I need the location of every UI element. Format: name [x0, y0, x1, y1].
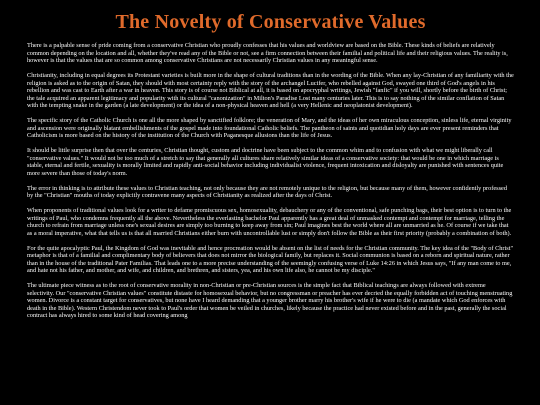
paragraph: The ultimate piece witness as to the root of conservative morality in non-Christian or pre-Christian sources is the simple fact that Biblical teachings are always followed with extreme selectivity. Our "conservative Christian values" constitute distaste for homosexual behavior, but no congressman or preacher has ever decried the equally forbidden act of touching menstruating women. Divorce is a constant target for conservatives, but none have I heard demanding that a younger brother marry his brother's wife if he were to die (a mandate which God enforces with death in the Bible). Western Christendom never took to Paul's order that women be veiled in churches, likely because the practice had never existed before and in the past, generally the social contract has always hired to some kind of head covering among: [27, 282, 513, 319]
paragraph: The error in thinking is to attribute these values to Christian teaching, not only because they are not remotely unique to the religion, but because many of them, however confidently professed by the "Christian" mouths of today explicitly contravene many aspects of Christianity as realized after the days of Christ.: [27, 184, 508, 199]
paragraph: Christianity, including in equal degrees its Protestant varieties is built more in the shape of cultural traditions than in the wording of the Bible. When any lay-Christian of any familiarity with the religion is asked as to the origin of Satan, they should with most certainty reply with the story of the archangel Lucifer, who rebelled against God, swayed one third of God's angels in his rebellion and was cast to Earth after a war in heaven. This story is of course not Biblical at all, it is based on apocryphal writings, Jewish "fanfic" if you will, shortly before the birth of Christ; the tale acquired an apparent legitimacy and popularity with its cultural "canonization" in Milton's Paradise Lost many centuries later. This is to say nothing of the similar conflation of Satan with the tempting snake in the garden (a late development) or the idea of a non-physical heaven and hell (a very Hellenic and neoplatonist development).: [27, 72, 514, 109]
paragraph: The specific story of the Catholic Church is one all the more shaped by sanctified folklore; the veneration of Mary, and the ideas of her own miraculous conception, sinless life, eternal virginity and ascension were originally blatant embellishments of the gospel made into foundational Catholic beliefs. The pantheon of saints and quotidian holy days are ever present reminders that Catholicism is more based on the history of the institution of the Church with Paganesque allusions than the life of Jesus.: [27, 117, 512, 139]
article-title: The Novelty of Conservative Values: [115, 11, 426, 33]
article: [27, 8, 514, 405]
paragraph: When proponents of traditional values look for a writer to defame promiscuous sex, homosexuality, debauchery or any of the conventional, safe punching bags, their best option is to turn to the writings of Paul, who condemns frequently all the above. Nevertheless the everlasting bachelor Paul apparently has a great deal of unmasked contempt and contempt for marriage, telling the church to refrain from marriage unless one's sexual desires are simply too burning to keep away from sin; Paul imagines best the world where all are unmarried as he. Of course if we take that as a moral imperative, what that tells us is that all married Christians either burn with uncontrollable lust or simply don't follow the Bible as their first priority (probably a combination of both).: [27, 207, 512, 237]
paragraph: There is a palpable sense of pride coming from a conservative Christian who proudly confesses that his values and worldview are based on the Bible. These kinds of beliefs are relatively common depending on the location and all, whether they've read any of the Bible or not, see a firm connection between their familial and political life and their religious values. The reality is, however is that the values that are so common among conservative Christians are not necessarily Christian values in any meaningful sense.: [27, 42, 508, 64]
article-body: [27, 42, 514, 320]
paragraph: For the quite apocalyptic Paul, the Kingdom of God was inevitable and hence procreation would be absent on the list of needs for the Christian community. The key idea of the "Body of Christ" metaphor is that of a familial and complimentary body of believers that does not mirror the biological family, but replaces it. Social communion is based on a reborn and spiritual nature, rather than in the house of the traditional Pater Familias. That leads one to a more precise understanding of the seemingly confusing verse of Luke 14:26 in which Jesus says, "If any man come to me, and hate not his father, and mother, and wife, and children, and brethren, and sisters, yea, and his own life also, he cannot be my disciple.": [27, 244, 514, 274]
paragraph: It should be little surprise then that over the centuries, Christian thought, custom and doctrine have been subject to the common whim and to confusion with what we might liberally call "conservative values." It would not be too much of a stretch to say that generally all cultures share relatively similar ideas of a conservative society: that would be one in which marriage is stable, eternal and fertile, sexuality is morally limited and rapidly anti-social behavior including individualist violence, frequent intoxication and disloyalty are punished with sentences quite more severe than those of today's norm.: [27, 147, 504, 177]
